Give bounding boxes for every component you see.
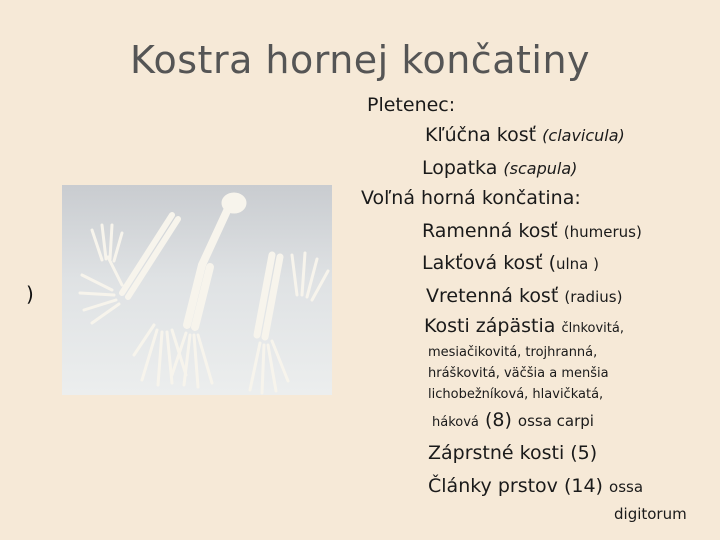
text-digitorum: digitorum (614, 505, 687, 523)
text-volna: Voľná horná končatina: (361, 187, 581, 209)
slide-title: Kostra hornej končatiny (129, 38, 591, 82)
ramenna-latin: (humerus) (563, 223, 642, 241)
text-lopatka (422, 157, 577, 179)
arm-bones-illustration (62, 185, 332, 395)
laktova-latin: ulna ) (555, 255, 599, 273)
text-ramenna (422, 220, 642, 242)
zapastie-small: člnkovitá, (561, 321, 624, 336)
laktova-label: Lakťová kosť ( (422, 252, 556, 274)
ramenna-label: Ramenná kosť (422, 220, 558, 242)
text-pletenec: Pletenec: (367, 94, 456, 116)
text-klucna (425, 124, 625, 146)
bracket-mark: ) (26, 282, 34, 306)
text-ossa-carpi (432, 409, 594, 431)
ossa-label: ossa (609, 478, 644, 496)
text-zaprstne: Záprstné kosti (5) (428, 442, 598, 464)
text-karpal-2: hráškovitá, väčšia a menšia (428, 366, 609, 381)
arm-skeleton-photo (62, 185, 332, 395)
text-clanky (428, 475, 643, 497)
vretenna-label: Vretenná kosť (426, 285, 559, 307)
text-vretenna (426, 285, 622, 307)
text-laktova (422, 252, 599, 274)
text-karpal-1: mesiačikovitá, trojhranná, (428, 345, 598, 360)
text-zapastie (424, 315, 624, 337)
ossa-carpi-label: ossa carpi (517, 412, 594, 430)
clanky-label: Články prstov (14) (428, 475, 603, 497)
vretenna-latin: (radius) (564, 288, 623, 306)
klucna-label: Kľúčna kosť (425, 124, 537, 146)
text-karpal-3: lichobežníková, hlavičkatá, (428, 387, 604, 402)
osem-count: (8) (484, 409, 512, 431)
lopatka-label: Lopatka (422, 157, 498, 179)
klucna-latin: (clavicula) (542, 126, 625, 145)
hakova-label: háková (432, 415, 479, 430)
lopatka-latin: (scapula) (503, 159, 578, 178)
zapastie-label: Kosti zápästia (424, 315, 556, 337)
